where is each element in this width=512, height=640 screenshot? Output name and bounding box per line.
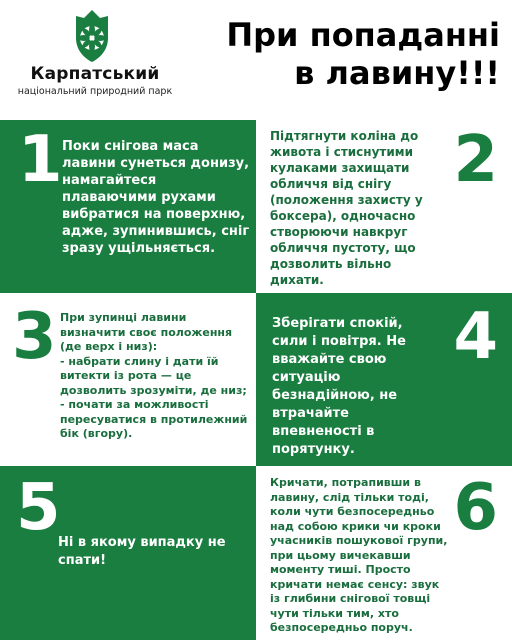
page-title: [180, 16, 500, 92]
tip-text: Зберігати спокій, сили і повітря. Не вважайте свою ситуацію безнадійною, не втрачайте впевненості в порятунку.: [272, 316, 406, 457]
tip-number: 4: [453, 300, 498, 374]
tip-card-2: [256, 120, 512, 293]
tip-number: 2: [453, 123, 498, 197]
tip-card-5: [0, 466, 256, 640]
tip-text: Підтягнути коліна до живота і стиснутими кулаками захищати обличчя від снігу (положення захисту у боксера), одночасно створюючи навкруг обличчя пустоту, що дозволить вільно дихати.: [270, 129, 423, 287]
tip-number: 1: [18, 123, 63, 197]
tip-text: При зупинці лавини визначити своє положення (де верх і низ): - набрати слину і дати їй витекти із рота — це дозволить зрозуміти, де низ; - почати за можливості пересуватися в протилежний бік (вгору).: [60, 311, 248, 440]
title-line-1: При попаданні: [226, 16, 500, 54]
tip-number: 3: [12, 300, 57, 374]
tip-card-4: [256, 293, 512, 466]
park-name: Карпатський: [30, 64, 160, 84]
header: [0, 0, 512, 120]
tip-number: 5: [16, 471, 61, 545]
tip-card-1: [0, 120, 256, 293]
tips-grid: [0, 120, 512, 640]
tip-number: 6: [453, 471, 498, 545]
park-subtitle: національний природний парк: [17, 86, 173, 97]
tip-card-3: [0, 293, 256, 466]
title-line-2: в лавину!!!: [294, 54, 500, 92]
park-logo-icon: [72, 8, 112, 64]
tip-text: Ні в якому випадку не спати!: [58, 535, 226, 568]
tip-text: Поки снігова маса лавини сунеться донизу, намагайтеся плаваючими рухами вибратися на поверхню, адже, зупинившись, сніг зразу ущільняється.: [62, 139, 250, 256]
tip-text: Кричати, потрапивши в лавину, слід тільки тоді, коли чути безпосередньо над собою крики чи кроки учасників пошукової групи, при цьому вичекавши моменту тиші. Просто кричати немає сенсу: звук із глибини снігової товщі чути тільки тим, хто безпосередньо поруч.: [270, 476, 448, 634]
tip-card-6: [256, 466, 512, 640]
